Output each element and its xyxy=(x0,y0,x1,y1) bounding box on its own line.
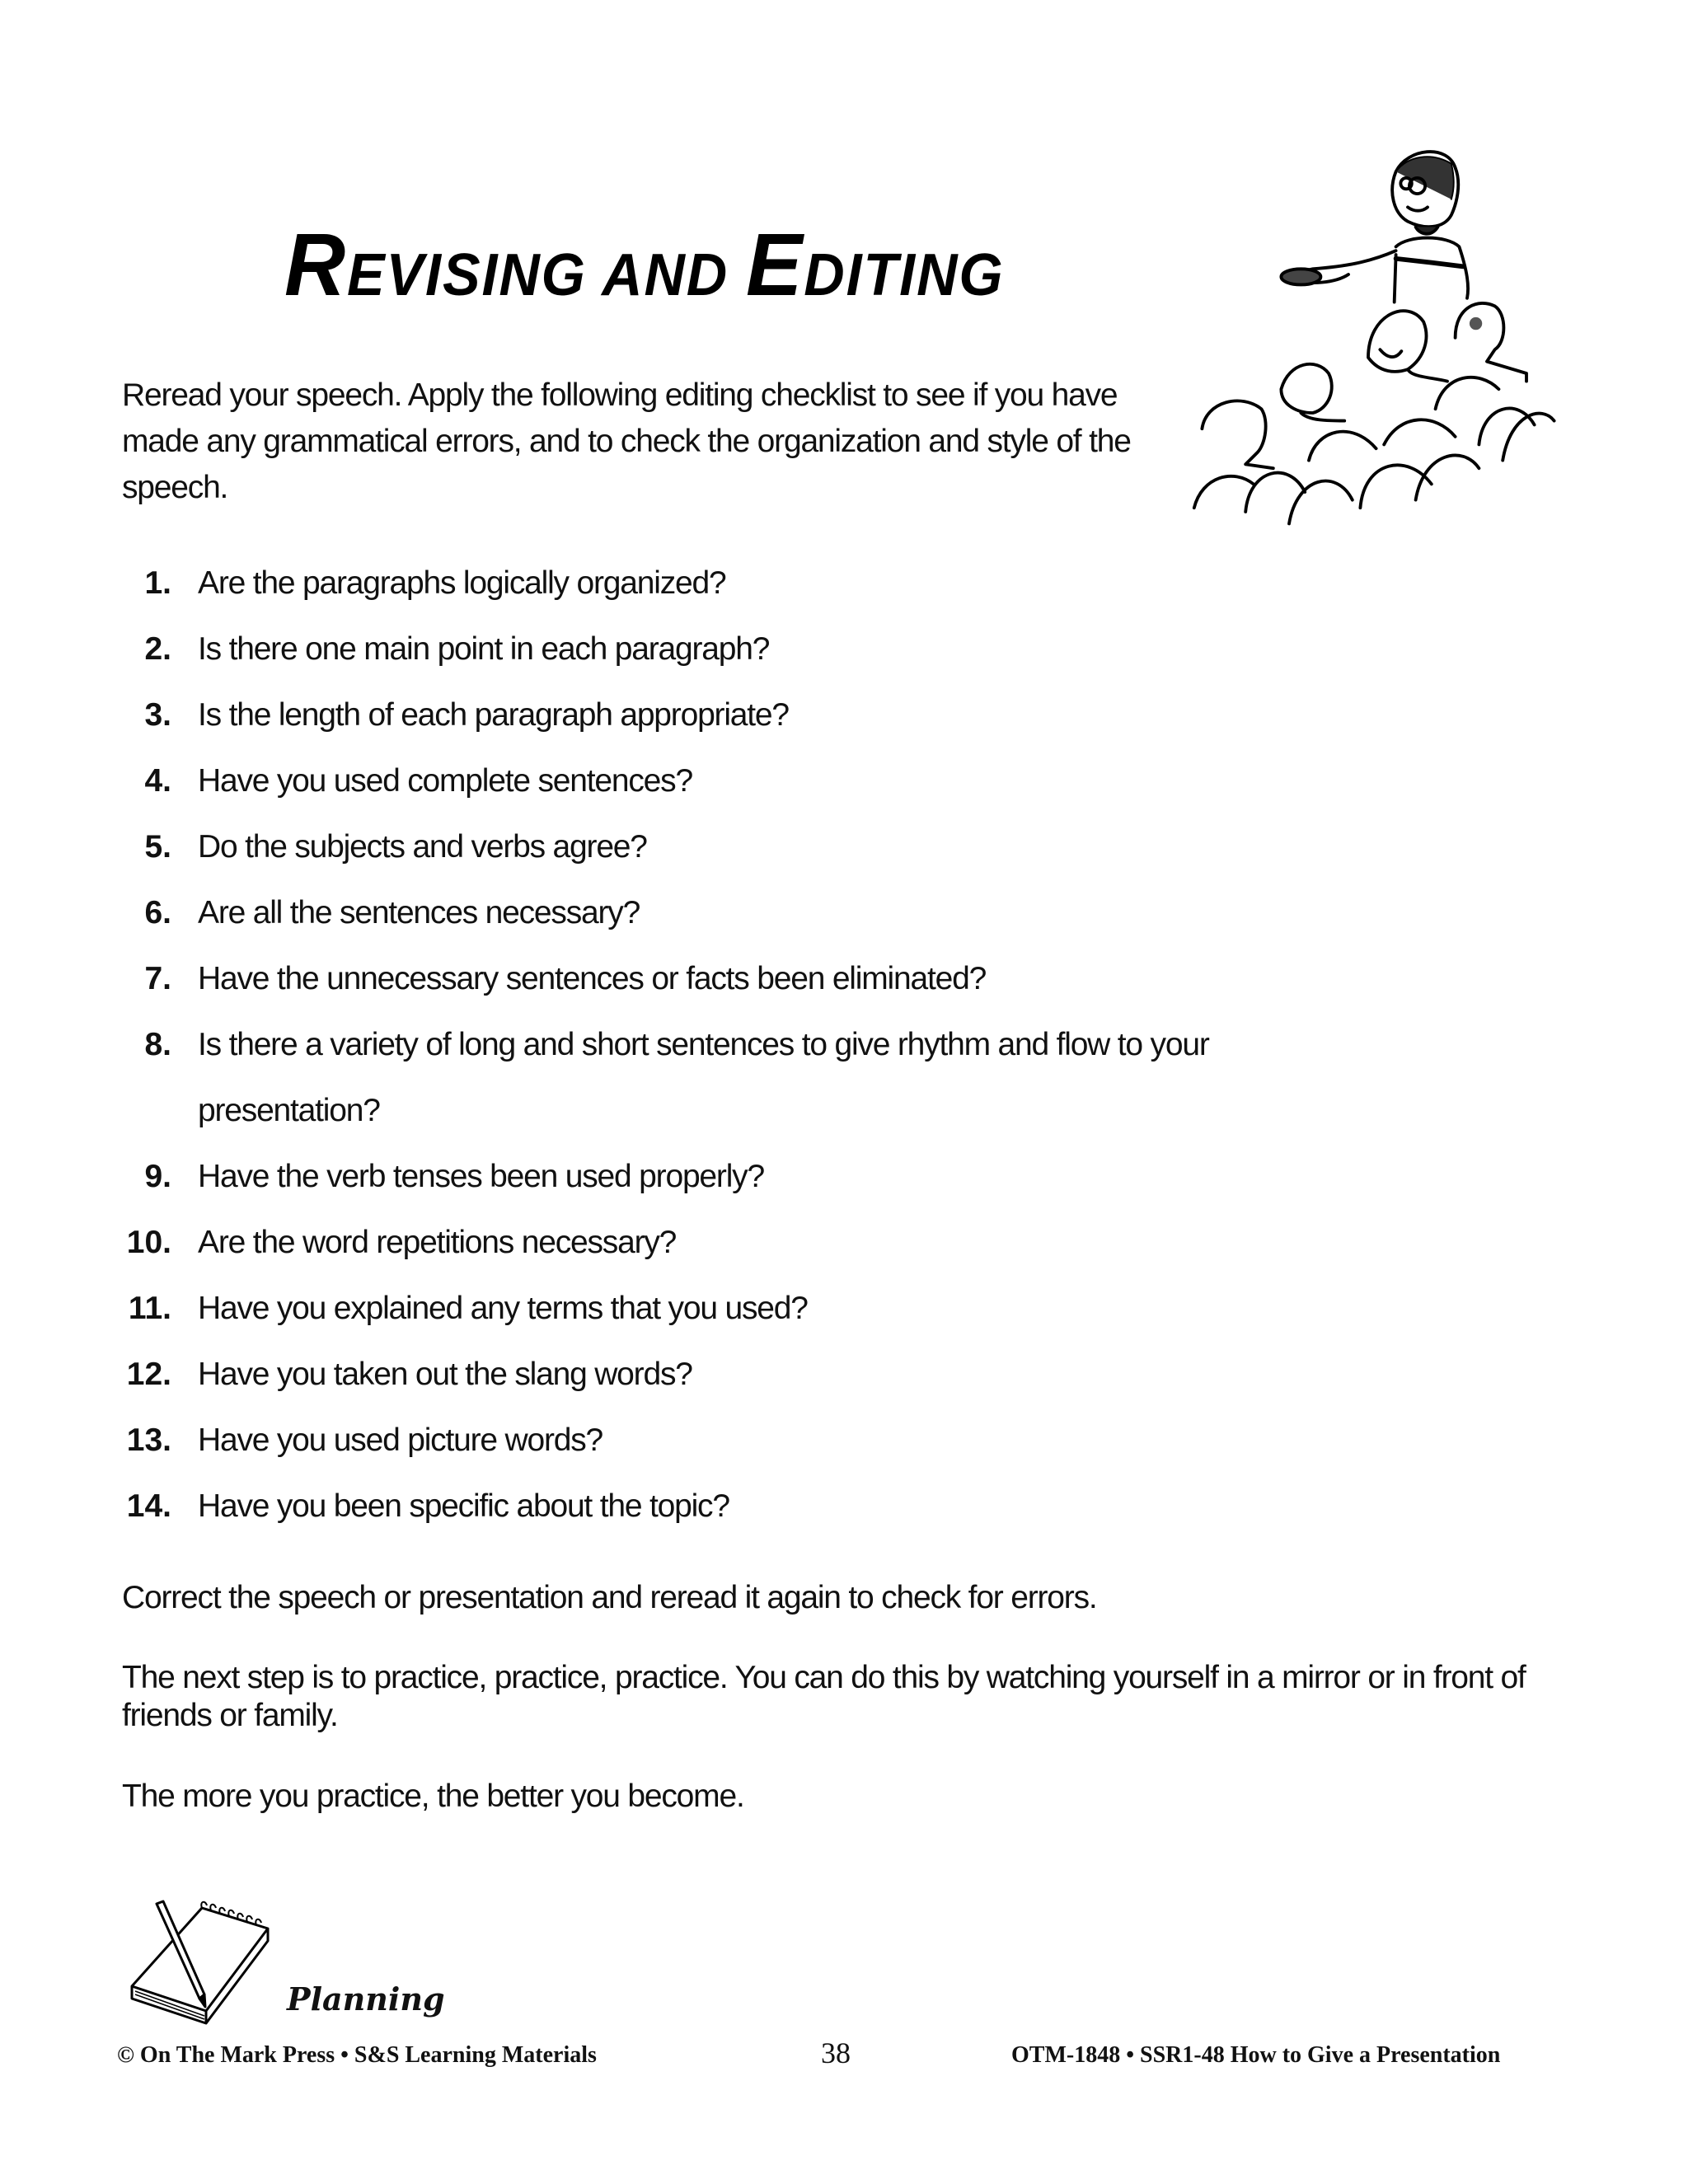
item-text: Are the word repetitions necessary? xyxy=(198,1225,677,1260)
notepad-and-pencil-icon xyxy=(124,1896,288,2027)
checklist-item xyxy=(0,763,1688,813)
item-number: 2. xyxy=(144,631,171,667)
checklist-item xyxy=(0,1027,1688,1076)
title-word-and: AND xyxy=(602,242,746,308)
item-text: Have the unnecessary sentences or facts been eliminated? xyxy=(198,961,987,996)
checklist-item-continuation xyxy=(0,1093,1688,1142)
item-text: Is there one main point in each paragraph? xyxy=(198,631,770,667)
checklist-item xyxy=(0,697,1688,747)
checklist-item xyxy=(0,1357,1688,1406)
checklist-item xyxy=(0,895,1688,944)
footer-book-title: OTM-1848 • SSR1-48 How to Give a Presentation xyxy=(1011,2042,1501,2068)
item-number: 14. xyxy=(126,1488,171,1524)
item-text: Is there a variety of long and short sentences to give rhythm and flow to your xyxy=(198,1027,1209,1062)
page-title xyxy=(284,213,1004,316)
checklist-item xyxy=(0,1422,1688,1472)
title-initial-e: E xyxy=(745,214,804,314)
page-number: 38 xyxy=(821,2036,851,2069)
title-word-revising: EVISING xyxy=(347,242,603,308)
section-label-planning: Planning xyxy=(287,1980,445,2018)
item-number: 3. xyxy=(144,697,171,733)
item-text: Have you been specific about the topic? xyxy=(198,1488,729,1524)
item-number: 10. xyxy=(126,1225,171,1260)
item-text: Are the paragraphs logically organized? xyxy=(198,565,726,601)
item-number: 7. xyxy=(144,961,171,996)
checklist-item xyxy=(0,1488,1688,1538)
checklist-item xyxy=(0,1159,1688,1208)
item-text: Is the length of each paragraph appropriate? xyxy=(198,697,789,733)
item-number: 12. xyxy=(126,1357,171,1392)
checklist-item xyxy=(0,961,1688,1010)
item-number: 4. xyxy=(144,763,171,799)
title-word-editing: DITING xyxy=(804,242,1005,308)
checklist-item xyxy=(0,1291,1688,1340)
item-number: 1. xyxy=(144,565,171,601)
checklist-item xyxy=(0,565,1688,615)
item-text: Do the subjects and verbs agree? xyxy=(198,829,647,865)
intro-paragraph: Reread your speech. Apply the following editing checklist to see if you have made any grammatical errors, and to check the organization and style of the speech. xyxy=(122,377,1131,505)
item-text: Have you explained any terms that you used? xyxy=(198,1291,808,1326)
checklist-item xyxy=(0,1225,1688,1274)
presenter-with-audience-illustration xyxy=(1170,132,1566,536)
closing-paragraph-correct: Correct the speech or presentation and reread it again to check for errors. xyxy=(122,1580,1097,1615)
item-number: 9. xyxy=(144,1159,171,1194)
item-number: 6. xyxy=(144,895,171,930)
item-text: Have the verb tenses been used properly? xyxy=(198,1159,764,1194)
item-number: 13. xyxy=(126,1422,171,1458)
item-number: 11. xyxy=(128,1291,171,1326)
item-text: Have you used picture words? xyxy=(198,1422,603,1458)
footer-copyright: © On The Mark Press • S&S Learning Materials xyxy=(117,2042,597,2068)
item-text: Have you taken out the slang words? xyxy=(198,1357,692,1392)
item-text-continued: presentation? xyxy=(198,1093,380,1128)
closing-paragraph-become: The more you practice, the better you become. xyxy=(122,1779,744,1814)
item-number: 8. xyxy=(144,1027,171,1062)
title-initial-r: R xyxy=(284,214,347,314)
item-number: 5. xyxy=(144,829,171,865)
item-text: Have you used complete sentences? xyxy=(198,763,692,799)
checklist-item xyxy=(0,829,1688,879)
checklist-item xyxy=(0,631,1688,681)
item-text: Are all the sentences necessary? xyxy=(198,895,640,930)
closing-paragraph-practice: The next step is to practice, practice, practice. You can do this by watching yourself in a mirror or in front of friends or family. xyxy=(122,1660,1526,1733)
